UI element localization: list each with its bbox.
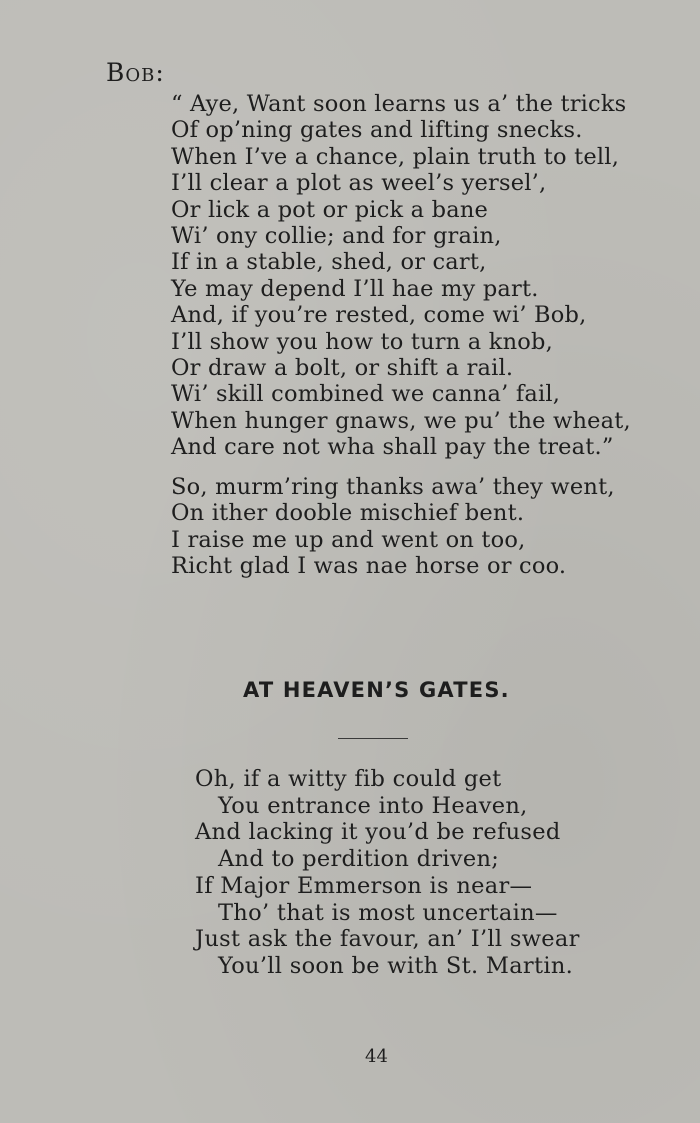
verse-line: Or draw a bolt, or shift a rail. [171,355,514,382]
poem-title: AT HEAVEN’S GATES. [243,678,510,702]
verse-line: Ye may depend I’ll hae my part. [171,275,539,302]
page-number: 44 [365,1046,388,1067]
verse-line: Richt glad I was nae horse or coo. [171,553,567,580]
verse-line: Tho’ that is most uncertain— [218,899,558,926]
verse-line: And to perdition driven; [218,846,500,873]
verse-line: Of op’ning gates and lifting snecks. [171,117,583,144]
verse-line: And, if you’re rested, come wi’ Bob, [171,302,587,329]
verse-line: You’ll soon be with St. Martin. [218,952,574,979]
verse-line: When I’ve a chance, plain truth to tell, [171,143,620,170]
closing-stanza [171,474,615,580]
verse-line: And care not wha shall pay the treat.” [171,434,614,461]
verse-line: Wi’ ony collie; and for grain, [171,223,502,250]
verse-line: You entrance into Heaven, [218,792,528,819]
verse-line: So, murm’ring thanks awa’ they went, [171,474,615,500]
poem-body [195,766,580,980]
verse-line: And lacking it you’d be refused [195,819,561,846]
verse-line: If Major Emmerson is near— [195,872,533,899]
verse-line: “ Aye, Want soon learns us a’ the tricks [171,91,627,117]
dialogue-stanza [171,91,631,461]
verse-line: If in a stable, shed, or cart, [171,249,487,276]
verse-line: On ither dooble mischief bent. [171,500,525,527]
verse-line: Oh, if a witty fib could get [195,766,502,792]
verse-line: I raise me up and went on too, [171,526,526,553]
verse-line: When hunger gnaws, we pu’ the wheat, [171,407,631,434]
verse-line: Or lick a pot or pick a bane [171,196,489,223]
verse-line: I’ll clear a plot as weel’s yersel’, [171,170,547,197]
verse-line: Just ask the favour, an’ I’ll swear [195,926,580,953]
verse-line: Wi’ skill combined we canna’ fail, [171,381,561,408]
title-divider [338,738,408,739]
verse-line: I’ll show you how to turn a knob, [171,328,553,355]
speaker-label: Bob: [106,58,165,87]
